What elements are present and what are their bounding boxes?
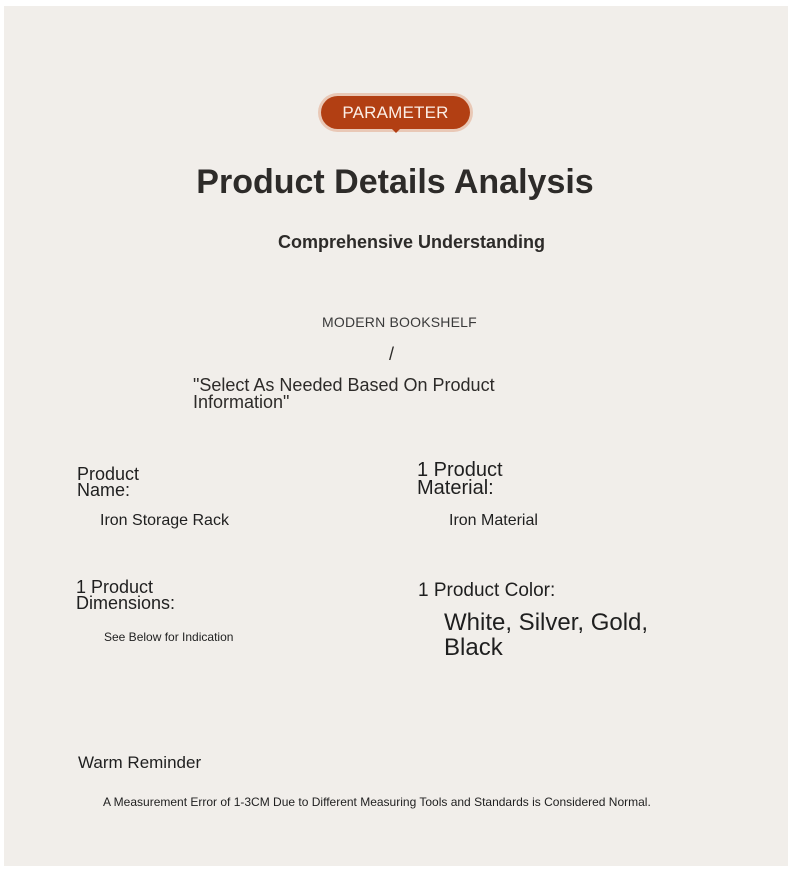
divider-slash: /	[389, 344, 395, 364]
warm-reminder-title: Warm Reminder	[78, 753, 202, 772]
product-dimensions-label: 1 Product Dimensions:	[76, 577, 176, 613]
product-category: MODERN BOOKSHELF	[322, 314, 477, 330]
content-panel	[4, 6, 788, 866]
page-title: Product Details Analysis	[196, 163, 594, 201]
product-dimensions-value: See Below for Indication	[104, 630, 234, 644]
product-color-value: White, Silver, Gold, Black	[444, 609, 649, 661]
product-material-label: 1 Product Material:	[417, 459, 503, 499]
product-name-value: Iron Storage Rack	[100, 512, 229, 529]
warm-reminder-text: A Measurement Error of 1-3CM Due to Different Measuring Tools and Standards is Considered Normal.	[103, 795, 651, 809]
product-name-label: Product Name:	[77, 464, 140, 500]
product-material-value: Iron Material	[449, 512, 538, 529]
product-color-label: 1 Product Color:	[418, 580, 556, 601]
page-subtitle: Comprehensive Understanding	[278, 232, 546, 252]
selection-note: "Select As Needed Based On Product Information"	[193, 375, 495, 412]
parameter-badge: PARAMETER	[321, 96, 470, 129]
badge-pointer	[390, 127, 402, 133]
